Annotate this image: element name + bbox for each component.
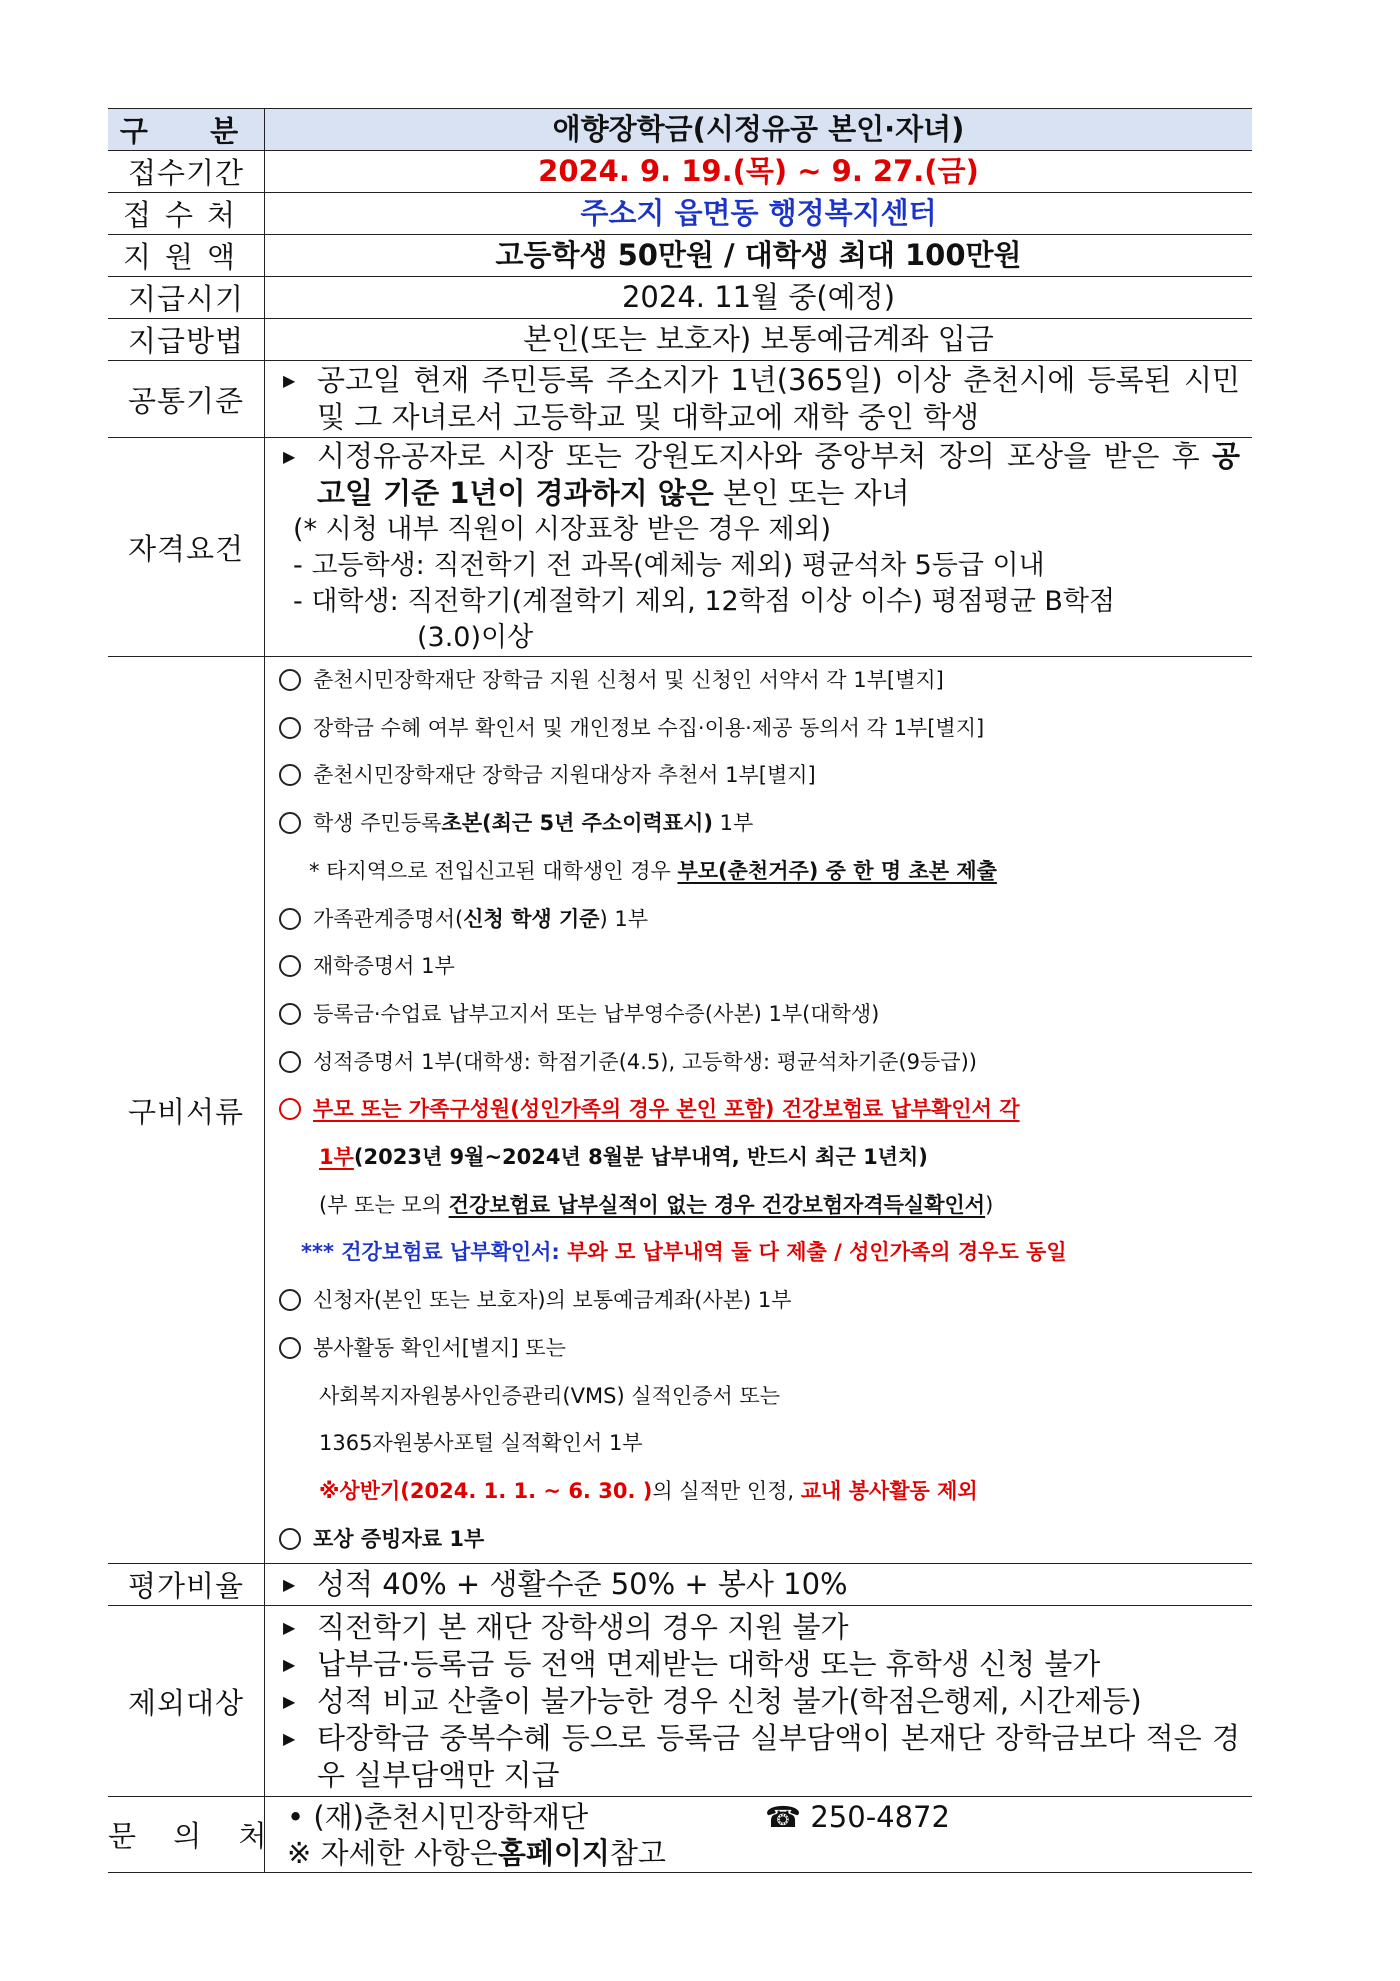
common-label: 공통기준 <box>108 361 265 438</box>
doc-item <box>279 1039 1240 1087</box>
documents-row <box>108 657 1252 1564</box>
doc-text-bold: 신청 학생 기준 <box>463 906 600 931</box>
ratio-text: 성적 40% + 생활수준 50% + 봉사 10% <box>317 1567 848 1602</box>
doc-text-bold: 부모(춘천거주) 중 한 명 초본 제출 <box>677 858 997 883</box>
exclusion-label: 제외대상 <box>108 1606 265 1797</box>
pay-time-row <box>108 277 1252 319</box>
common-cell <box>265 361 1253 438</box>
doc-item-cont: 1365자원봉사포털 실적확인서 1부 <box>319 1431 643 1456</box>
doc-text-bold: 포상 증빙자료 1부 <box>313 1526 485 1551</box>
circle-bullet-icon <box>279 1289 301 1311</box>
doc-text-bold: 초본(최근 5년 주소이력표시) <box>441 811 713 836</box>
qualification-main-bold: 공고일 기준 1년이 경과하지 않은 <box>317 439 1240 510</box>
info-table <box>108 108 1252 1873</box>
doc-item <box>279 896 1240 944</box>
contact-note-c: 참고 <box>609 1835 666 1870</box>
triangle-bullet-icon: ▶ <box>283 371 296 390</box>
triangle-bullet-icon: ▶ <box>283 447 296 466</box>
triangle-bullet-icon: ▶ <box>283 1691 296 1711</box>
doc-text-red: 부와 모 납부내역 둘 다 제출 / 성인가족의 경우도 동일 <box>567 1240 1067 1265</box>
doc-text: 등록금·수업료 납부고지서 또는 납부영수증(사본) 1부(대학생) <box>313 1001 880 1026</box>
doc-text: 신청자(본인 또는 보호자)의 보통예금계좌(사본) 1부 <box>313 1288 792 1313</box>
period-row <box>108 151 1252 193</box>
qualification-note: (* 시청 내부 직원이 시장표창 받은 경우 제외) <box>293 514 832 545</box>
homepage-text: 홈페이지 <box>497 1835 610 1870</box>
doc-text-red: 1부 <box>319 1145 354 1170</box>
doc-text: 1부 <box>712 811 754 836</box>
qualification-univ: - 대학생: 직전학기(계절학기 제외, 12학점 이상 이수) 평점평균 B학점 <box>293 586 1116 617</box>
exclusion-text: 성적 비교 산출이 불가능한 경우 신청 불가(학점은행제, 시간제등) <box>317 1683 1142 1718</box>
exclusion-text: 타장학금 중복수혜 등으로 등록금 실부담액이 본재단 장학금보다 적은 경우 실부담액만 지급 <box>317 1720 1240 1792</box>
pay-method-row <box>108 319 1252 361</box>
triangle-bullet-icon: ▶ <box>283 1617 296 1637</box>
circle-bullet-icon <box>279 955 301 977</box>
office-row <box>108 193 1252 235</box>
exclusion-item <box>277 1720 1240 1794</box>
amount-value: 고등학생 50만원 / 대학생 최대 100만원 <box>265 235 1253 277</box>
doc-note <box>279 1229 1240 1277</box>
contact-label: 문 의 처 <box>108 1797 265 1873</box>
exclusion-text: 납부금·등록금 등 전액 면제받는 대학생 또는 휴학생 신청 불가 <box>317 1646 1101 1681</box>
amount-label: 지원액 <box>108 235 265 277</box>
office-value: 주소지 읍면동 행정복지센터 <box>265 193 1253 235</box>
doc-text-red: ※상반기(2024. 1. 1. ~ 6. 30. ) <box>319 1478 653 1503</box>
period-value: 2024. 9. 19.(목) ~ 9. 27.(금) <box>265 151 1253 193</box>
doc-item <box>279 752 1240 800</box>
doc-text: 춘천시민장학재단 장학금 지원대상자 추천서 1부[별지] <box>313 763 816 788</box>
circle-bullet-icon <box>279 908 301 930</box>
qualification-main-a: 시정유공자로 시장 또는 강원도지사와 중앙부처 장의 포상을 받은 후 <box>317 439 1212 473</box>
period-label: 접수기간 <box>108 151 265 193</box>
circle-bullet-icon <box>279 1528 301 1550</box>
exclusion-cell <box>265 1606 1253 1797</box>
doc-text: 가족관계증명서( <box>313 906 464 931</box>
doc-text: ) 1부 <box>599 906 649 931</box>
qualification-main <box>277 438 1240 512</box>
triangle-bullet-icon: ▶ <box>283 1728 296 1748</box>
doc-item <box>279 943 1240 991</box>
exclusion-row <box>108 1606 1252 1797</box>
qualification-row <box>108 438 1252 657</box>
doc-text-bold: 건강보험료 납부실적이 없는 경우 건강보험자격득실확인서 <box>448 1192 986 1217</box>
contact-note <box>287 1835 1240 1871</box>
doc-item <box>279 1086 1240 1134</box>
qualification-high: - 고등학생: 직전학기 전 과목(예체능 제외) 평균석차 5등급 이내 <box>293 550 1045 581</box>
exclusion-item <box>277 1646 1240 1683</box>
exclusion-text: 직전학기 본 재단 장학생의 경우 지원 불가 <box>317 1609 849 1644</box>
amount-row <box>108 235 1252 277</box>
triangle-bullet-icon: ▶ <box>283 1654 296 1674</box>
doc-text: 의 실적만 인정, <box>652 1478 801 1503</box>
header-row <box>108 109 1252 151</box>
qualification-main-b: 본인 또는 자녀 <box>713 476 910 510</box>
circle-bullet-icon <box>279 812 301 834</box>
header-label: 구 분 <box>108 109 265 151</box>
pay-time-value: 2024. 11월 중(예정) <box>265 277 1253 319</box>
doc-text: 춘천시민장학재단 장학금 지원 신청서 및 신청인 서약서 각 1부[별지] <box>313 668 944 692</box>
doc-item <box>279 991 1240 1039</box>
doc-note <box>279 848 1240 896</box>
doc-item <box>279 1325 1240 1373</box>
exclusion-item <box>277 1683 1240 1720</box>
circle-bullet-icon <box>279 669 301 691</box>
doc-item <box>279 705 1240 753</box>
exclusion-item <box>277 1609 1240 1646</box>
scholarship-notice <box>108 108 1252 1873</box>
doc-text-blue: *** 건강보험료 납부확인서: <box>301 1240 568 1265</box>
pay-time-label: 지급시기 <box>108 277 265 319</box>
doc-text-bold: (2023년 9월~2024년 8월분 납부내역, 반드시 최근 1년치) <box>353 1145 928 1170</box>
qualification-cell <box>265 438 1253 657</box>
doc-note <box>279 1468 1240 1516</box>
ratio-cell <box>265 1564 1253 1606</box>
common-text: 공고일 현재 주민등록 주소지가 1년(365일) 이상 춘천시에 등록된 시민 및 그 자녀로서 고등학교 및 대학교에 재학 중인 학생 <box>317 363 1240 434</box>
contact-phone: ☎ 250-4872 <box>765 1799 950 1834</box>
doc-text: 봉사활동 확인서[별지] 또는 <box>313 1335 566 1360</box>
doc-text: 성적증명서 1부(대학생: 학점기준(4.5), 고등학생: 평균석차기준(9등급)) <box>313 1049 977 1074</box>
common-row <box>108 361 1252 438</box>
contact-org: • (재)춘천시민장학재단 <box>287 1799 589 1834</box>
circle-bullet-icon <box>279 717 301 739</box>
qualification-main-text <box>317 438 1240 512</box>
doc-item <box>279 1516 1240 1564</box>
documents-cell <box>265 657 1253 1564</box>
doc-item <box>279 1277 1240 1325</box>
circle-bullet-icon <box>279 764 301 786</box>
pay-method-label: 지급방법 <box>108 319 265 361</box>
doc-text: (부 또는 모의 <box>319 1192 449 1217</box>
doc-text-red: 부모 또는 가족구성원(성인가족의 경우 본인 포함) 건강보험료 납부확인서 각 <box>313 1097 1020 1122</box>
doc-text: 재학증명서 1부 <box>313 954 455 979</box>
ratio-label: 평가비율 <box>108 1564 265 1606</box>
office-label: 접수처 <box>108 193 265 235</box>
circle-bullet-icon <box>279 1337 301 1359</box>
doc-item <box>279 657 1240 705</box>
program-title: 애향장학금(시정유공 본인·자녀) <box>265 109 1253 151</box>
pay-method-value: 본인(또는 보호자) 보통예금계좌 입금 <box>265 319 1253 361</box>
doc-text: * 타지역으로 전입신고된 대학생인 경우 <box>309 858 678 883</box>
circle-bullet-icon <box>279 1098 301 1120</box>
doc-text: 장학금 수혜 여부 확인서 및 개인정보 수집·이용·제공 동의서 각 1부[별지] <box>313 715 985 740</box>
contact-cell <box>265 1797 1253 1873</box>
ratio-item <box>277 1566 1240 1603</box>
doc-text: ) <box>985 1192 994 1217</box>
ratio-row <box>108 1564 1252 1606</box>
contact-line <box>287 1799 1240 1835</box>
circle-bullet-icon <box>279 1003 301 1025</box>
doc-note <box>279 1182 1240 1230</box>
doc-item-cont <box>279 1134 1240 1182</box>
contact-note-a: ※ 자세한 사항은 <box>287 1835 498 1870</box>
doc-text: 학생 주민등록 <box>313 811 442 836</box>
qualification-label: 자격요건 <box>108 438 265 657</box>
documents-label: 구비서류 <box>108 657 265 1564</box>
triangle-bullet-icon: ▶ <box>283 1575 296 1595</box>
common-item <box>277 362 1240 436</box>
qualification-univ2: (3.0)이상 <box>417 622 534 653</box>
doc-item-cont: 사회복지자원봉사인증관리(VMS) 실적인증서 또는 <box>319 1383 780 1408</box>
doc-item <box>279 800 1240 848</box>
circle-bullet-icon <box>279 1051 301 1073</box>
contact-row <box>108 1797 1252 1873</box>
doc-text-red: 교내 봉사활동 제외 <box>800 1478 978 1503</box>
